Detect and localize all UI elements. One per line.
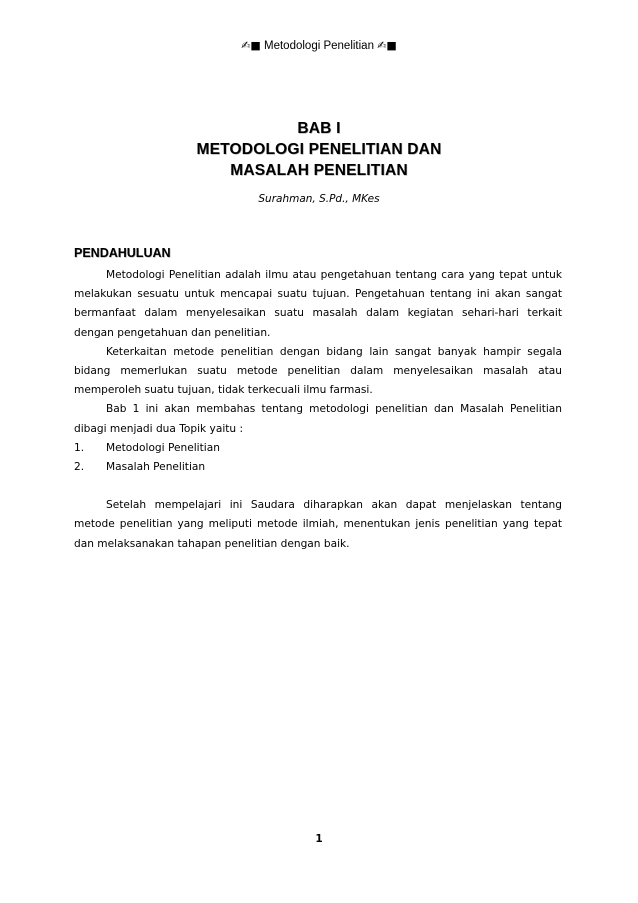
chapter-title-line-1: METODOLOGI PENELITIAN DAN bbox=[196, 141, 442, 158]
writing-hand-icon: ✍■ bbox=[241, 39, 261, 52]
header-title: Metodologi Penelitian bbox=[264, 40, 374, 52]
writing-hand-icon: ✍■ bbox=[377, 39, 397, 52]
list-number: 2. bbox=[74, 461, 85, 474]
paragraph: Keterkaitan metode penelitian dengan bidang lain sangat banyak hampir segala bidang memerlukan suatu metode penelitian dalam menyelesaikan masalah atau memperoleh suatu tujuan, tidak terkecuali ilmu farmasi. bbox=[74, 345, 562, 397]
list-item bbox=[74, 439, 562, 458]
list-item bbox=[74, 458, 562, 477]
page-number: 1 bbox=[315, 833, 323, 845]
closing-paragraph: Setelah mempelajari ini Saudara diharapkan akan dapat menjelaskan tentang metode penelitian yang meliputi metode ilmiah, menentukan jenis penelitian yang tepat dan melaksanakan tahapan penelitian dengan baik. bbox=[74, 499, 562, 550]
chapter-heading bbox=[0, 118, 638, 181]
topic-list bbox=[74, 439, 562, 477]
section-body bbox=[74, 266, 562, 554]
list-number: 1. bbox=[74, 441, 85, 454]
author-name: Surahman, S.Pd., MKes bbox=[258, 193, 380, 205]
running-header bbox=[0, 39, 638, 53]
paragraph: Metodologi Penelitian adalah ilmu atau pengetahuan tentang cara yang tepat untuk melakukan sesuatu untuk mencapai suatu tujuan. Pengetahuan tentang ini akan sangat bermanfaat dalam menyelesaikan suatu masalah dalam kegiatan sehari-hari terkait dengan pengetahuan dan penelitian. bbox=[74, 269, 562, 339]
chapter-title-line-2: MASALAH PENELITIAN bbox=[230, 162, 408, 179]
paragraph: Bab 1 ini akan membahas tentang metodologi penelitian dan Masalah Penelitian dibagi menjadi dua Topik yaitu : bbox=[74, 403, 562, 435]
list-label: Metodologi Penelitian bbox=[106, 441, 220, 454]
list-label: Masalah Penelitian bbox=[106, 461, 206, 474]
section-title: PENDAHULUAN bbox=[74, 246, 171, 260]
chapter-number: BAB I bbox=[297, 120, 341, 137]
